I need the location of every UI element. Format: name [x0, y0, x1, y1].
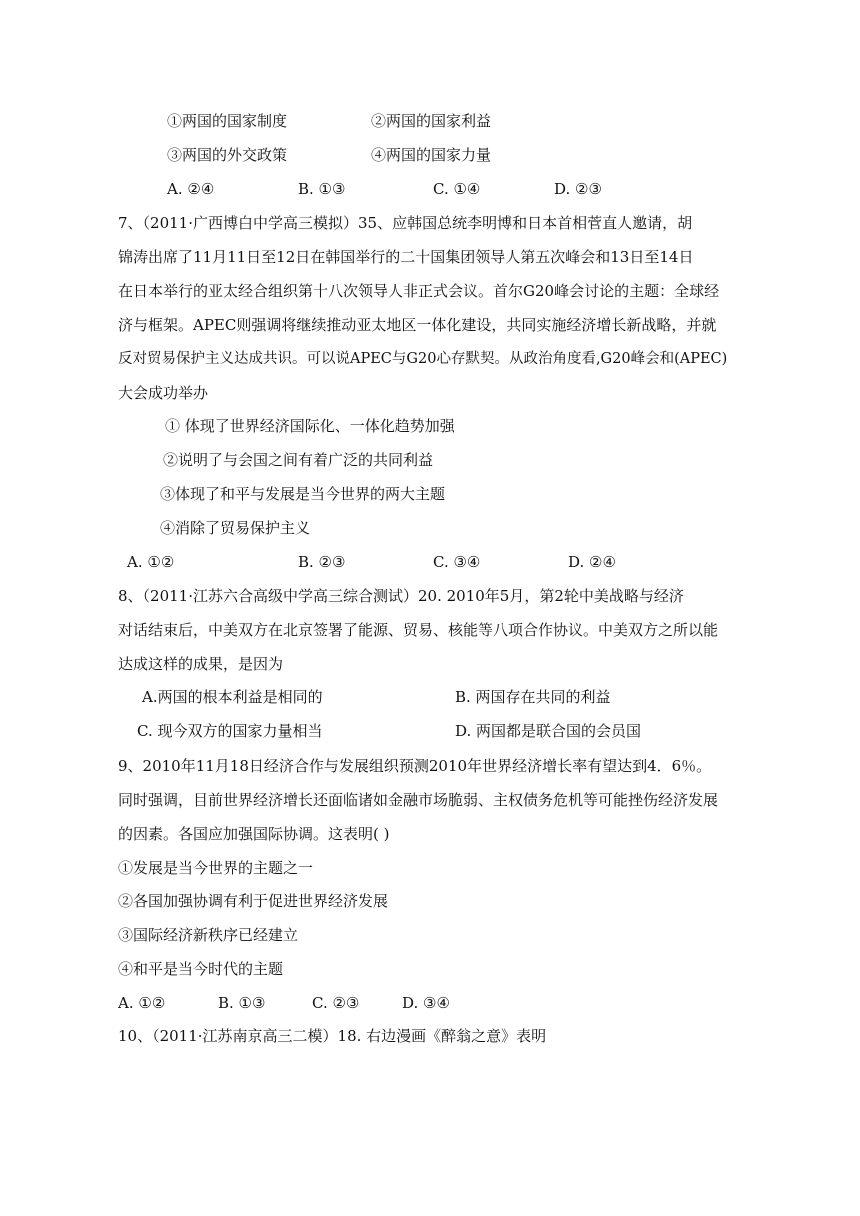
q6-option-a: A. ②④ [167, 180, 215, 198]
q7-option-c: C. ③④ [433, 553, 481, 571]
q6-item-4: ④两国的国家力量 [371, 146, 492, 164]
q7-stem-line-2: 锦涛出席了11月11日至12日在韩国举行的二十国集团领导人第五次峰会和13日至14日 [118, 248, 694, 266]
q9-option-b: B. ①③ [218, 994, 266, 1012]
q9-item-3: ③国际经济新秩序已经建立 [118, 926, 299, 944]
q6-item-2: ②两国的国家利益 [371, 112, 492, 130]
q9-option-d: D. ③④ [402, 994, 450, 1012]
q8-stem-line-2: 对话结束后，中美双方在北京签署了能源、贸易、核能等八项合作协议。中美双方之所以能 [118, 621, 719, 639]
q8-option-d: D. 两国都是联合国的会员国 [455, 722, 642, 740]
q9-item-1: ①发展是当今世界的主题之一 [118, 859, 314, 877]
q9-stem-line-1: 9、2010年11月18日经济合作与发展组织预测2010年世界经济增长率有望达到4．6％。 [118, 757, 712, 775]
q6-item-3: ③两国的外交政策 [167, 146, 288, 164]
q8-option-a: A.两国的根本利益是相同的 [142, 688, 323, 706]
q6-option-c: C. ①④ [433, 180, 481, 198]
q8-option-c: C. 现今双方的国家力量相当 [137, 722, 323, 740]
q10-stem-line-1: 10、（2011·江苏南京高三二模）18. 右边漫画《醉翁之意》表明 [118, 1027, 547, 1045]
q7-stem-line-6: 大会成功举办 [118, 384, 209, 402]
q7-item-1: ① 体现了世界经济国际化、一体化趋势加强 [165, 417, 455, 435]
q9-stem-line-2: 同时强调，目前世界经济增长还面临诸如金融市场脆弱、主权债务危机等可能挫伤经济发展 [118, 791, 719, 809]
q9-option-a: A. ①② [118, 994, 166, 1012]
q7-option-a: A. ①② [127, 553, 175, 571]
q9-item-2: ②各国加强协调有利于促进世界经济发展 [118, 892, 389, 910]
q7-item-4: ④消除了贸易保护主义 [160, 519, 311, 537]
q7-option-d: D. ②④ [568, 553, 616, 571]
q9-item-4: ④和平是当今时代的主题 [118, 960, 284, 978]
q6-item-1: ①两国的国家制度 [167, 112, 288, 130]
q8-stem-line-3: 达成这样的成果，是因为 [118, 655, 284, 673]
q6-option-b: B. ①③ [298, 180, 346, 198]
q9-stem-line-3: 的因素。各国应加强国际协调。这表明( ) [118, 825, 390, 843]
q8-option-b: B. 两国存在共同的利益 [455, 688, 611, 706]
q7-stem-line-1: 7、（2011·广西博白中学高三模拟）35、应韩国总统李明博和日本首相菅直人邀请，胡 [118, 214, 693, 232]
q9-option-c: C. ②③ [312, 994, 360, 1012]
q7-item-3: ③体现了和平与发展是当今世界的两大主题 [160, 485, 446, 503]
q7-stem-line-3: 在日本举行的亚太经合组织第十八次领导人非正式会议。首尔G20峰会讨论的主题：全球经 [118, 282, 720, 300]
q6-option-d: D. ②③ [554, 180, 602, 198]
q8-stem-line-1: 8、（2011·江苏六合高级中学高三综合测试）20. 2010年5月，第2轮中美战略与经济 [118, 587, 684, 605]
q7-stem-line-4: 济与框架。APEC则强调将继续推动亚太地区一体化建设，共同实施经济增长新战略，并就 [118, 316, 717, 334]
q7-option-b: B. ②③ [298, 553, 346, 571]
q7-item-2: ②说明了与会国之间有着广泛的共同利益 [163, 451, 434, 469]
q7-stem-line-5: 反对贸易保护主义达成共识。可以说APEC与G20心存默契。从政治角度看,G20峰会和(APEC) [118, 351, 728, 367]
